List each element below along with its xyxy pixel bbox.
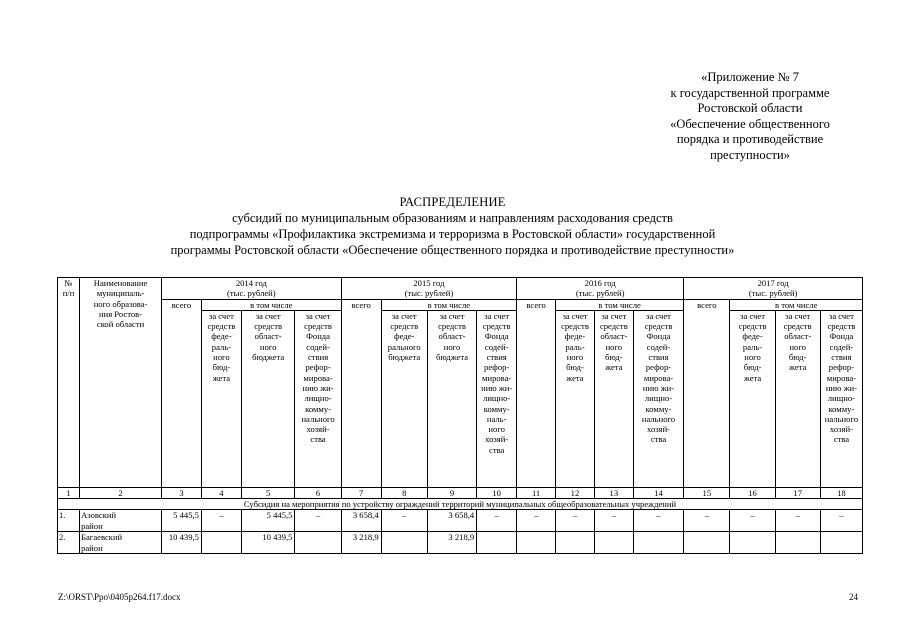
header-funding-source: за счет средств Фонда содей- ствия рефор- мирова- нию жи- лищно- комму- наль- ного хозяй- ства xyxy=(477,310,517,487)
column-index: 16 xyxy=(730,487,775,498)
municipality-name: Азовский район xyxy=(80,510,162,532)
header-total: всего xyxy=(517,299,556,487)
column-index: 10 xyxy=(477,487,517,498)
value-cell: – xyxy=(381,510,427,532)
header-funding-source: за счет средств област- ного бюджета xyxy=(427,310,476,487)
column-index: 9 xyxy=(427,487,476,498)
value-cell: – xyxy=(684,510,730,532)
column-index: 4 xyxy=(201,487,241,498)
value-cell xyxy=(633,532,683,554)
value-cell: – xyxy=(820,510,862,532)
column-index: 14 xyxy=(633,487,683,498)
appendix-line: «Обеспечение общественного xyxy=(670,116,830,131)
column-index: 7 xyxy=(341,487,381,498)
header-including: в том числе xyxy=(201,299,341,310)
value-cell xyxy=(517,532,556,554)
document-heading xyxy=(0,194,905,258)
value-cell xyxy=(556,532,595,554)
header-funding-source: за счет средств феде- раль- ного бюд- жета xyxy=(201,310,241,487)
column-index: 17 xyxy=(775,487,820,498)
column-index: 12 xyxy=(556,487,595,498)
value-cell: 3 218,9 xyxy=(427,532,476,554)
value-cell: 3 218,9 xyxy=(341,532,381,554)
value-cell: 3 658,4 xyxy=(341,510,381,532)
value-cell xyxy=(295,532,341,554)
header-funding-source: за счет средств Фонда содей- ствия рефор- мирова- нию жи- лищно- комму- нального хозяй- ства xyxy=(633,310,683,487)
value-cell xyxy=(730,532,775,554)
appendix-note xyxy=(620,70,880,163)
value-cell: – xyxy=(517,510,556,532)
distribution-table xyxy=(57,277,863,554)
header-municipality: Наименование муниципаль- ного образова- ния Ростов- ской области xyxy=(80,278,162,488)
header-funding-source: за счет средств област- ного бюд- жета xyxy=(594,310,633,487)
header-including: в том числе xyxy=(730,299,863,310)
heading-line: подпрограммы «Профилактика экстремизма и терроризма в Ростовской области» государственной xyxy=(189,227,716,241)
column-index: 1 xyxy=(58,487,80,498)
column-index: 18 xyxy=(820,487,862,498)
header-funding-source: за счет средств Фонда содей- ствия рефор- мирова- нию жи- лищно- комму- нального хозяй- ства xyxy=(295,310,341,487)
value-cell: 10 439,5 xyxy=(241,532,295,554)
header-funding-source: за счет средств област- ного бюд- жета xyxy=(775,310,820,487)
value-cell: – xyxy=(730,510,775,532)
header-year: 2014 год (тыс. рублей) xyxy=(162,278,342,300)
value-cell: – xyxy=(556,510,595,532)
column-index: 3 xyxy=(162,487,202,498)
value-cell: – xyxy=(775,510,820,532)
table-row xyxy=(58,510,863,532)
value-cell xyxy=(477,532,517,554)
header-year: 2017 год (тыс. рублей) xyxy=(684,278,863,300)
page-number: 24 xyxy=(849,592,858,602)
header-year: 2016 год (тыс. рублей) xyxy=(517,278,684,300)
header-including: в том числе xyxy=(556,299,684,310)
appendix-line: порядка и противодействие xyxy=(676,132,824,146)
value-cell xyxy=(775,532,820,554)
column-index: 15 xyxy=(684,487,730,498)
header-number: № п/п xyxy=(58,278,80,488)
section-row xyxy=(58,499,863,510)
header-funding-source: за счет средств Фонда содей- ствия рефор- мирова- нию жи- лищно- комму- нального хозяй- ства xyxy=(820,310,862,487)
value-cell: 10 439,5 xyxy=(162,532,202,554)
appendix-line: Ростовской области xyxy=(697,101,803,115)
header-funding-source: за счет средств област- ного бюджета xyxy=(241,310,295,487)
heading-line: субсидий по муниципальным образованиям и направлениям расходования средств xyxy=(232,211,673,225)
row-number: 2. xyxy=(58,532,80,554)
value-cell xyxy=(684,532,730,554)
column-index-row xyxy=(58,487,863,498)
value-cell: – xyxy=(295,510,341,532)
column-index: 5 xyxy=(241,487,295,498)
footer-file-path: Z:\ORST\Ppo\0405p264.f17.docx xyxy=(58,592,181,602)
header-funding-source: за счет средств феде- раль- ного бюд- жета xyxy=(556,310,595,487)
value-cell: – xyxy=(633,510,683,532)
value-cell xyxy=(201,532,241,554)
header-including: в том числе xyxy=(381,299,517,310)
header-row-subgroups xyxy=(58,299,863,310)
value-cell: – xyxy=(477,510,517,532)
value-cell xyxy=(381,532,427,554)
municipality-name: Багаевский район xyxy=(80,532,162,554)
header-row-years xyxy=(58,278,863,300)
value-cell: 5 445,5 xyxy=(162,510,202,532)
column-index: 8 xyxy=(381,487,427,498)
column-index: 13 xyxy=(594,487,633,498)
value-cell xyxy=(594,532,633,554)
header-year: 2015 год (тыс. рублей) xyxy=(341,278,516,300)
document-title: РАСПРЕДЕЛЕНИЕ xyxy=(399,195,506,209)
header-total: всего xyxy=(684,299,730,487)
table-row xyxy=(58,532,863,554)
appendix-line: «Приложение № 7 xyxy=(701,70,799,84)
appendix-line: к государственной программе xyxy=(670,85,830,100)
column-index: 11 xyxy=(517,487,556,498)
value-cell: 5 445,5 xyxy=(241,510,295,532)
header-funding-source: за счет средств феде- раль- ного бюд- жета xyxy=(730,310,775,487)
header-funding-source: за счет средств феде- рального бюджета xyxy=(381,310,427,487)
column-index: 2 xyxy=(80,487,162,498)
heading-line: программы Ростовской области «Обеспечение общественного порядка и противодействие преступности» xyxy=(170,243,735,257)
section-title: Субсидия на мероприятия по устройству ограждений территорий муниципальных общеобразовательных учреждений xyxy=(58,499,863,510)
header-total: всего xyxy=(162,299,202,487)
appendix-line: преступности» xyxy=(710,147,790,162)
value-cell: – xyxy=(594,510,633,532)
row-number: 1. xyxy=(58,510,80,532)
value-cell: – xyxy=(201,510,241,532)
header-total: всего xyxy=(341,299,381,487)
value-cell: 3 658,4 xyxy=(427,510,476,532)
value-cell xyxy=(820,532,862,554)
column-index: 6 xyxy=(295,487,341,498)
